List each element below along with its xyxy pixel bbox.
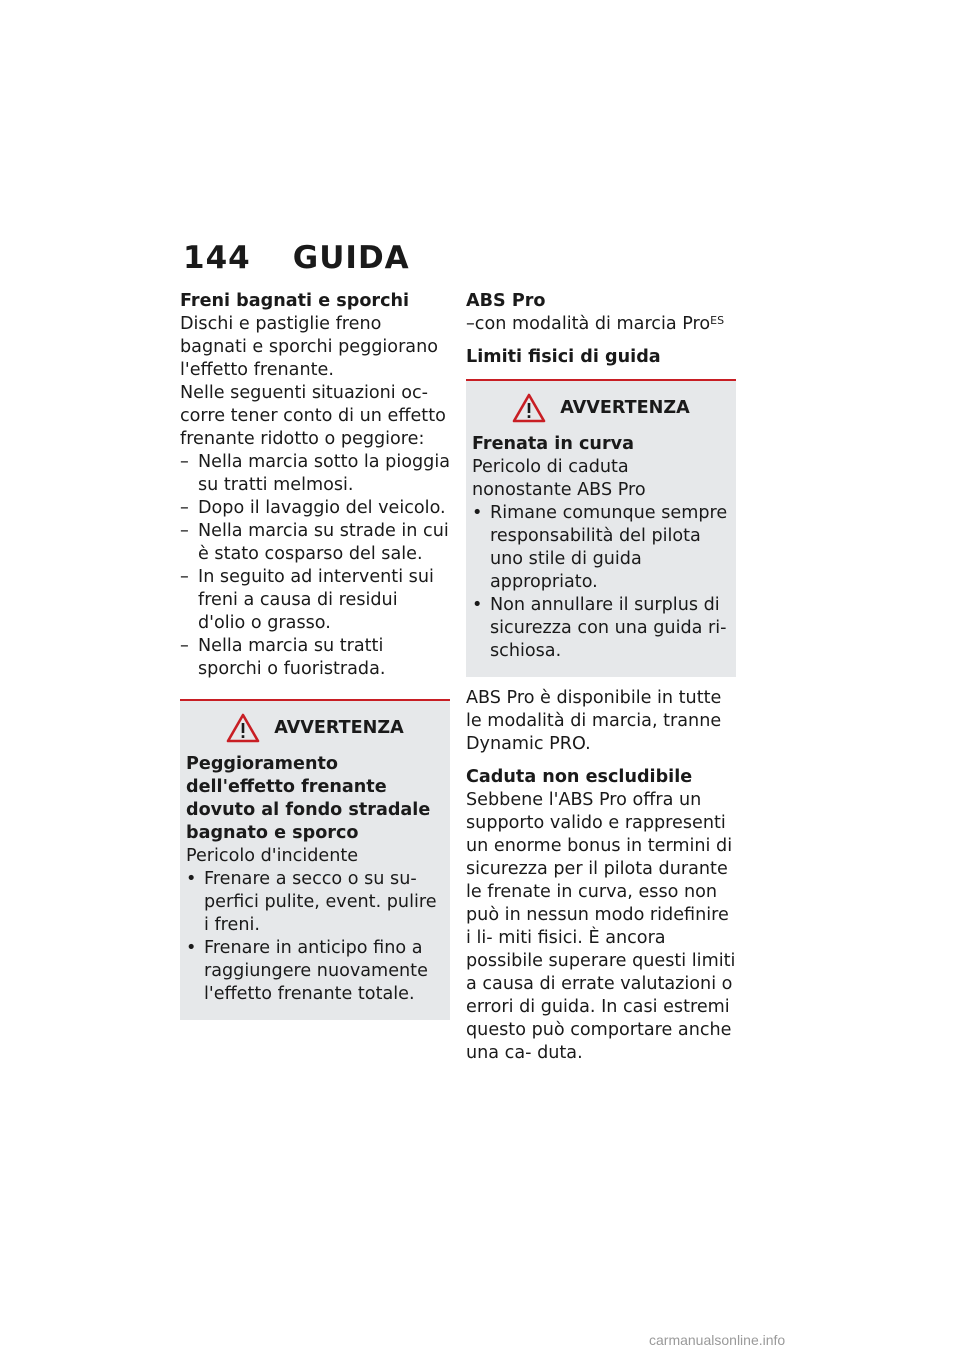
warning-subject: Frenata in curva: [472, 434, 634, 454]
warning-risk: Pericolo d'incidente: [186, 846, 359, 866]
es-superscript: ES: [710, 314, 725, 327]
list-item: – Nella marcia su strade in cui è stato cosparso del sale.: [180, 521, 449, 564]
list-item: – Nella marcia su tratti sporchi o fuoristrada.: [180, 636, 386, 679]
paragraph-situations: Nelle seguenti situazioni oc- corre tener conto di un effetto frenante ridotto o peggiore:: [180, 383, 446, 449]
warning-title: AVVERTENZA: [274, 717, 404, 738]
warning-triangle-icon: [226, 713, 260, 743]
paragraph-abs-availability: ABS Pro è disponibile in tutte le modalità di marcia, tranne Dynamic PRO.: [466, 688, 722, 754]
list-item: – Dopo il lavaggio del veicolo.: [180, 498, 446, 518]
left-column: [180, 290, 450, 1020]
list-item: – Nella marcia sotto la pioggia su tratti melmosi.: [180, 452, 451, 495]
list-item: • Frenare in anticipo fino a raggiungere nuovamente l'effetto frenante totale.: [186, 938, 428, 1004]
list-item: • Rimane comunque sempre responsabilità del pilota uno stile di guida appropriato.: [472, 503, 728, 592]
paragraph-wet-brakes: Dischi e pastiglie freno bagnati e sporchi peggiorano l'effetto frenante.: [180, 314, 439, 380]
warning-box-right: [466, 379, 736, 677]
list-item: • Non annullare il surplus di sicurezza con una guida ri- schiosa.: [472, 595, 727, 661]
warning-triangle-icon: [512, 393, 546, 423]
paragraph-fall: Sebbene l'ABS Pro offra un supporto valido e rappresenti un enorme bonus in termini di sicurezza per il pilota durante le frenate in curva, esso non può in nessun modo ridefinire i li- miti fisici. È ancora possibile superare questi limiti a causa di errate valutazioni o errori di guida. In casi estremi questo può comportare anche una ca- duta.: [466, 790, 736, 1063]
warning-risk: Pericolo di caduta nonostante ABS Pro: [472, 457, 646, 500]
list-item: – In seguito ad interventi sui freni a causa di residui d'olio o grasso.: [180, 567, 434, 633]
abs-pro-subline: –con modalità di marcia Pro$^{ES}$: [466, 314, 725, 334]
list-item: • Frenare a secco o su su- perfici pulite, event. pulire i freni.: [186, 869, 437, 935]
right-column: [466, 290, 736, 1065]
warning-header: [186, 713, 444, 743]
warning-measures-list: [186, 868, 444, 1006]
warning-header: [472, 393, 730, 423]
warning-measures-list: [472, 502, 730, 663]
section-heading-physical-limits: Limiti fisici di guida: [466, 347, 661, 367]
section-heading-abs-pro: ABS Pro: [466, 291, 546, 311]
situations-list: [180, 451, 450, 681]
chapter-title: GUIDA: [292, 240, 410, 276]
section-heading-wet-brakes: Freni bagnati e sporchi: [180, 291, 410, 311]
watermark: carmanualsonline.info: [649, 1332, 786, 1348]
page-header: [183, 240, 410, 276]
page-number: 144: [183, 240, 251, 276]
warning-subject: Peggioramento dell'effetto frenante dovuto al fondo stradale bagnato e sporco: [186, 754, 431, 843]
warning-title: AVVERTENZA: [560, 397, 690, 418]
warning-box-left: [180, 699, 450, 1020]
section-heading-fall: Caduta non escludibile: [466, 767, 693, 787]
